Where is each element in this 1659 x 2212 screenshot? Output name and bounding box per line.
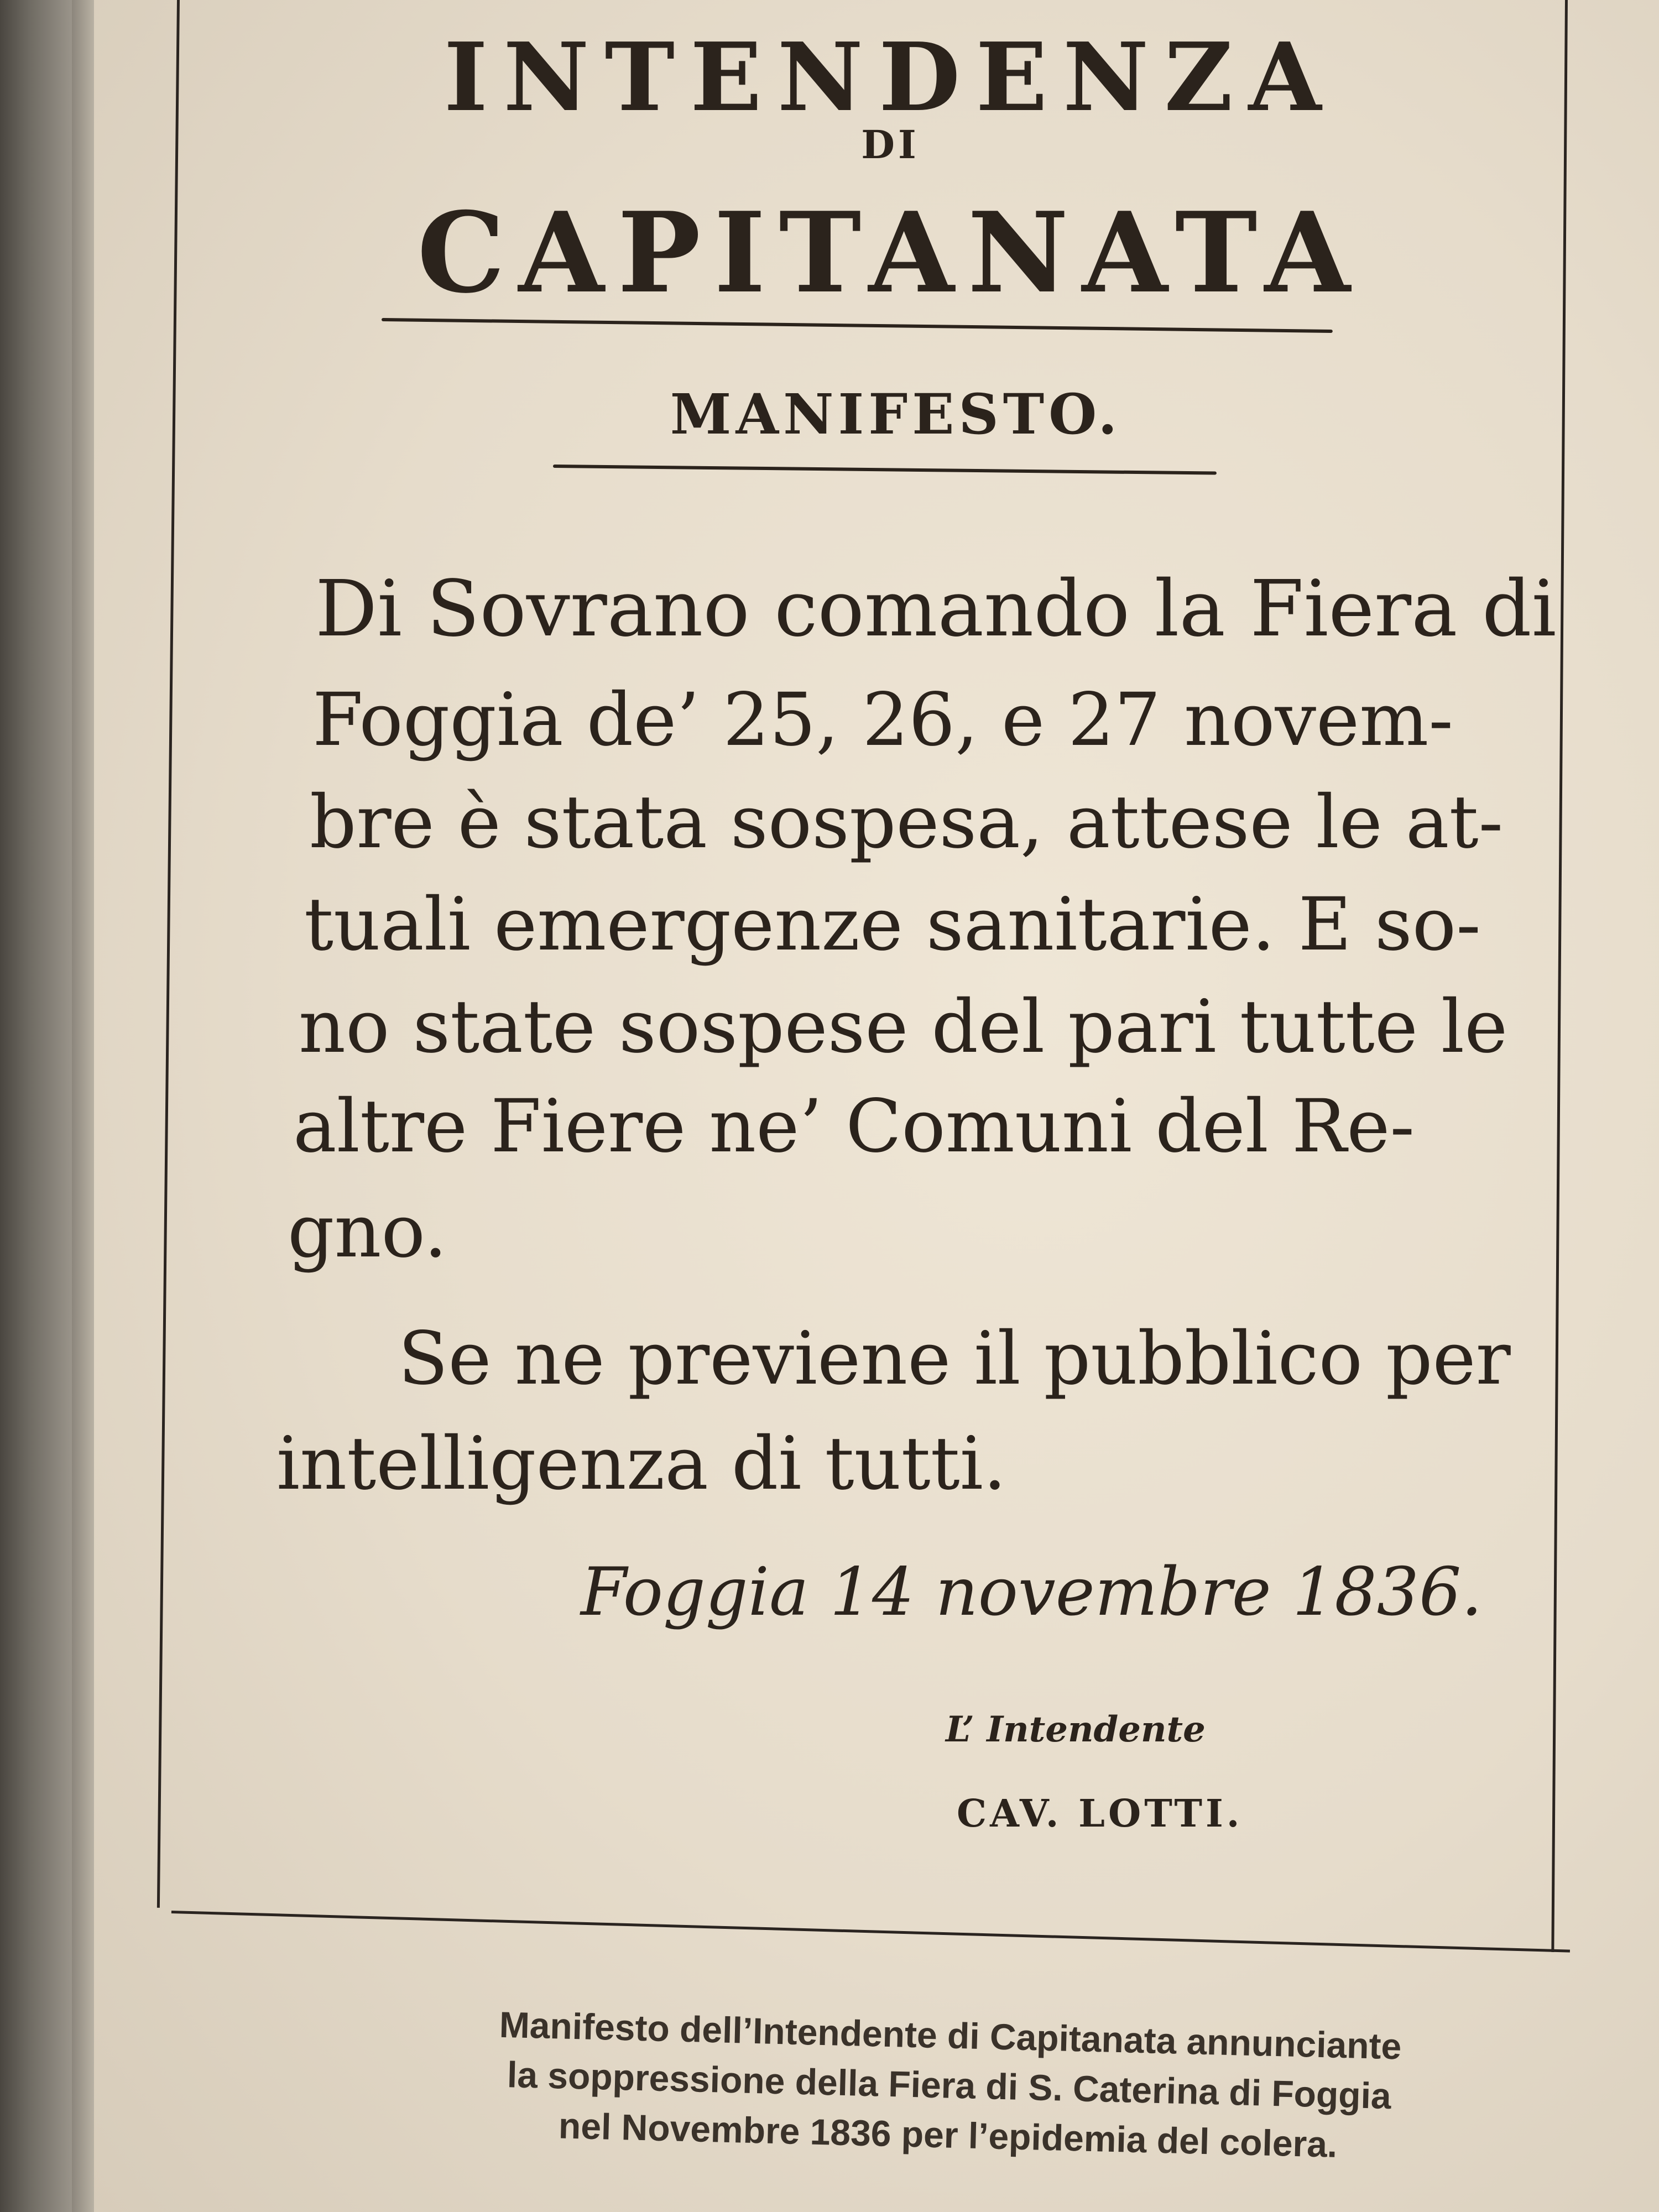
book-page — [94, 0, 1659, 2212]
caption-line: la soppressione della Fiera di S. Caterina di Foggia — [507, 2054, 1392, 2117]
body-line: Se ne previene il pubblico per — [398, 1316, 1511, 1401]
body-line: bre è stata sospesa, attese le at- — [310, 780, 1504, 865]
left-page-edge — [72, 0, 94, 2212]
book-gutter — [0, 0, 72, 2212]
signature-title: L’ Intendente — [946, 1709, 1206, 1750]
heading-di: DI — [861, 122, 920, 168]
heading-capitanata: CAPITANATA — [417, 188, 1364, 318]
body-line: intelligenza di tutti. — [276, 1421, 1006, 1506]
body-line: altre Fiere ne’ Comuni del Re- — [293, 1084, 1415, 1169]
date-line: Foggia 14 novembre 1836. — [581, 1554, 1483, 1631]
signature-name: CAV. LOTTI. — [957, 1792, 1243, 1836]
decorative-rule-top — [382, 318, 1333, 333]
body-line: Foggia de’ 25, 26, e 27 novem- — [312, 677, 1453, 763]
frame-border-right — [1551, 0, 1568, 1952]
photo-caption — [367, 1996, 1531, 2174]
body-line: tuali emergenze sanitarie. E so- — [304, 882, 1481, 967]
decorative-rule-manifesto — [553, 465, 1217, 475]
body-line: no state sospese del pari tutte le — [299, 984, 1508, 1070]
body-line: gno. — [288, 1189, 447, 1274]
frame-border-bottom — [171, 1911, 1570, 1953]
caption-line: Manifesto dell’Intendente di Capitanata annunciante — [498, 2004, 1402, 2067]
heading-manifesto: MANIFESTO. — [670, 382, 1122, 447]
body-line: Di Sovrano comando la Fiera di — [315, 564, 1557, 654]
heading-intendenza: INTENDENZA — [444, 22, 1337, 133]
frame-border-left — [157, 0, 180, 1908]
caption-line: nel Novembre 1836 per l’epidemia del colera. — [558, 2105, 1338, 2165]
